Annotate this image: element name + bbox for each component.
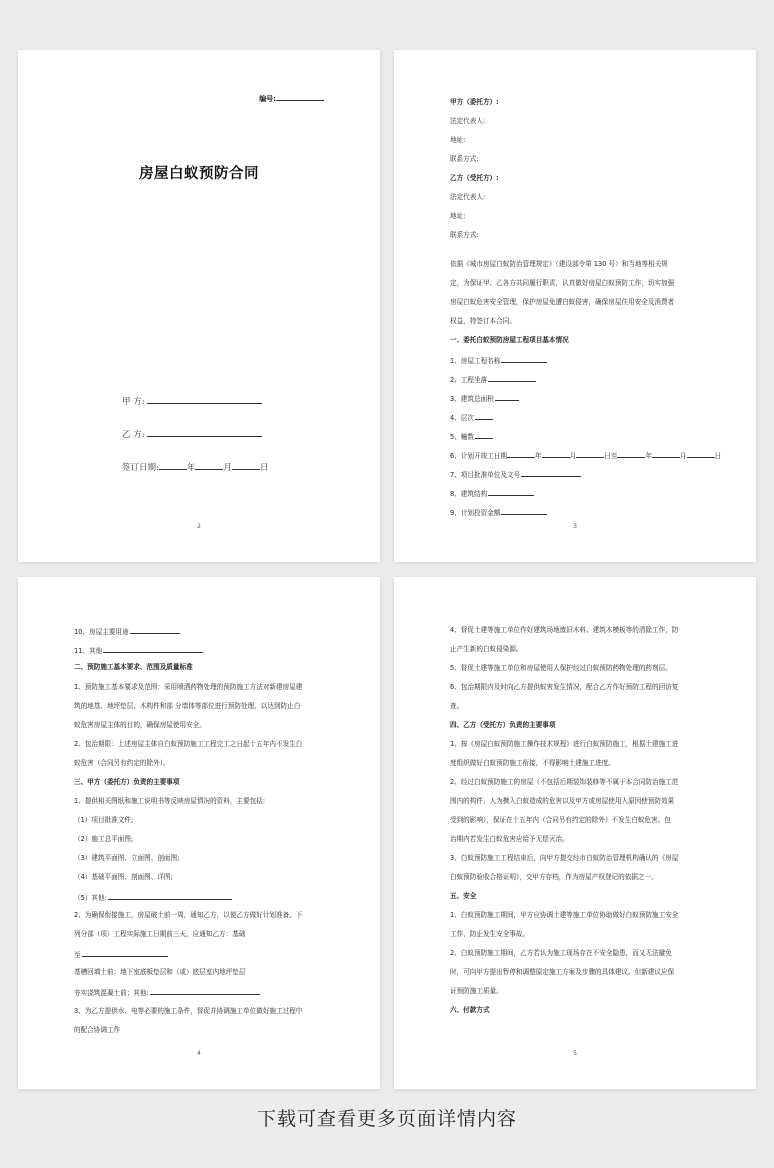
fill-blank [488,488,534,496]
year-blank [159,462,187,470]
text-line [74,835,340,844]
text-line [450,911,716,920]
text-line [74,911,340,920]
line-text: 治期内若发生白蚁危害应给予无偿灭治。 [450,835,569,843]
text-line [450,98,716,107]
text-line [450,683,716,692]
text-line [450,816,716,825]
text-line [450,412,716,423]
line-text: 4、督促土建等施工单位作好建筑场地废旧木料、建筑木模板等的清除工作，防 [450,626,679,634]
text-line [450,231,716,240]
line-text: 10、房屋主要用途 [74,628,129,636]
line-text: 9、计划投资金额 [450,509,501,517]
fill-blank [495,393,519,401]
line-text: 法定代表人: [450,117,486,125]
text-line [74,1007,340,1016]
text-line [450,892,716,901]
text-line [450,469,716,480]
line-text: 3、建筑总面积 [450,395,494,403]
line-text: 六、付款方式 [450,1006,490,1014]
line-text: （1）项目批准文件; [74,816,134,824]
line-text: 11、其他 [74,647,103,655]
contract-number-label: 编号: [259,95,276,103]
text-line [74,683,340,692]
line-text: 1、按《房屋白蚁预防施工操作技术规程》进行白蚁预防施工，根据土建施工进 [450,740,679,748]
fill-blank [150,987,260,995]
date-blank [617,450,645,458]
page-parties [394,50,756,562]
line-text: 三、甲方（委托方）负责的主要事项 [74,778,180,786]
text-line [450,930,716,939]
party-b-signature [122,428,262,440]
line-text: 蚁危害（合同另有约定的除外）。 [74,759,170,767]
party-a-label: 甲 方: [122,397,145,407]
date-unit: 日至 [604,452,618,460]
date-unit: 月 [569,452,577,460]
line-text: 6、包治期限内及时向乙方提供蚁害发生情况，配合乙方作好预防工程的回访复 [450,683,679,691]
date-blank [576,450,604,458]
line-text: 定，为保证甲、乙各方共同履行职责，认真做好房屋白蚁预防工作，切实加强 [450,279,675,287]
date-unit: 日 [714,452,722,460]
text-line [74,645,340,656]
text-line [450,740,716,749]
text-line [74,663,340,672]
document-title: 房屋白蚁预防合同 [139,165,259,182]
text-line [450,873,716,882]
line-text: 2、包治期限：上述房屋主体自白蚁预防施工工程完工之日起十五年内不发生白 [74,740,303,748]
party-a-signature [122,395,262,407]
line-text: 证预防施工质量。 [450,987,503,995]
line-text: 法定代表人: [450,193,486,201]
text-line [74,721,340,730]
line-text: 1、房屋工程名称 [450,357,501,365]
text-line [450,797,716,806]
text-line [450,949,716,958]
line-text: 4、层次 [450,414,474,422]
line-text: 白蚁预防验收合格证明》，交甲方存档，作为房屋产权登记的依据之一。 [450,873,658,881]
text-line [450,968,716,977]
line-text: 蚁危害房屋主体的目的，确保房屋使用安全。 [74,721,206,729]
text-line [74,892,340,903]
line-text: 查。 [450,702,464,710]
party-b-blank [147,429,262,437]
line-text: 五、安全 [450,892,477,900]
line-text: （2）施工总平面图; [74,835,134,843]
line-text: 依据《城市房屋白蚁防治管理规定》（建设部令第 130 号）和当地等相关规 [450,260,668,268]
text-line [450,645,716,654]
party-a-blank [147,396,262,404]
year-label: 年 [186,463,196,473]
line-text: 5、幢数 [450,433,474,441]
text-line [450,626,716,635]
text-line [450,336,716,345]
line-text: 二、预防施工基本要求、范围及质量标准 [74,663,193,671]
line-text: 的配合协调工作 [74,1026,121,1034]
line-text: 2、经过白蚁预防施工的房屋（不包括后期装饰装修等不属于本合同防治施工范 [450,778,679,786]
text-line [450,759,716,768]
line-text: 联系方式: [450,155,479,163]
line-text: 受到的影响），保证在十五年内（合同另有约定的除外）不发生白蚁危害。包 [450,816,671,824]
line-text: 联系方式: [450,231,479,239]
date-unit: 月 [679,452,687,460]
fill-blank [521,469,581,477]
text-line [74,740,340,749]
line-text: 列分部（项）工程实际施工日期前三天，应通知乙方：基础 [74,930,246,938]
text-line [450,507,716,518]
line-text: 四、乙方（受托方）负责的主要事项 [450,721,556,729]
sign-date [122,461,268,473]
text-line [74,702,340,711]
text-line [450,136,716,145]
text-line [450,450,722,461]
text-line [450,193,716,202]
line-text: 乙方（受托方）: [450,174,499,182]
day-label: 日 [259,463,269,473]
page-requirements [18,577,380,1089]
text-line [450,212,716,221]
date-blank [687,450,715,458]
line-text: 地址: [450,212,466,220]
text-line [74,949,340,960]
text-line [450,317,716,326]
line-text: 房屋白蚁危害安全管理，保护房屋免遭白蚁侵害，确保房屋住用安全及消费者 [450,298,675,306]
text-line [450,260,716,269]
line-text: 1、预防施工基本要求及范围：采用喷洒药物处理的预防施工方法对新建房屋建 [74,683,303,691]
sign-date-label: 签订日期: [122,463,159,473]
text-line [450,702,716,711]
page-number: 3 [573,523,577,530]
line-text: 地址: [450,136,466,144]
text-line [450,174,716,183]
line-text: 7、项目批准单位及文号 [450,471,521,479]
fill-blank [475,431,493,439]
text-line [74,930,340,939]
text-line [450,279,716,288]
date-unit: 年 [534,452,542,460]
text-line [450,987,716,996]
fill-blank [82,949,168,957]
page-number: 5 [573,1050,577,1057]
text-line [74,873,340,882]
text-line [450,721,716,730]
line-text: 6、计划开竣工日期 [450,452,507,460]
contract-number [259,93,324,104]
download-caption: 下载可查看更多页面详情内容 [256,1108,517,1130]
text-line [450,393,716,404]
line-text: 时，可向甲方提出暂停和调整原定施工方案及步骤的具体建议。但新建议应保 [450,968,675,976]
text-line [74,816,340,825]
date-blank [542,450,570,458]
text-line [450,298,716,307]
line-text: 止产生新的白蚁侵染源。 [450,645,523,653]
text-line [450,854,716,863]
month-blank [195,462,223,470]
text-line [74,797,340,806]
date-unit: 年 [645,452,652,460]
text-line [74,1026,340,1035]
text-line [450,355,716,366]
text-line [74,626,340,637]
line-text: （5）其他: [74,894,107,902]
line-text: 筑的地基、地坪垫层、木构件和部 分墙体等部位进行预防处理，以达到防止白 [74,702,301,710]
line-text: 1、白蚁预防施工期间，甲方应协调土建等施工单位协助做好白蚁预防施工安全 [450,911,679,919]
line-text: 2、工程坐落 [450,376,488,384]
line-text: （4）基础平面图、剖面图、详图; [74,873,173,881]
line-text: 2、白蚁预防施工期间，乙方若认为施工现场存在不安全隐患，而又无法避免 [450,949,672,957]
text-line [74,968,340,977]
party-b-label: 乙 方: [122,430,145,440]
line-text: 3、为乙方提供水、电等必要的施工条件，督促并协调施工单位做好施工过程中 [74,1007,303,1015]
text-line [450,835,716,844]
text-line [74,759,340,768]
line-text: 权益，特签订本合同。 [450,317,516,325]
line-text: 夯实浇筑混凝土前；其他: [74,989,149,997]
fill-blank [488,374,536,382]
line-text: 2、为确保衔接施工，房屋破土前一周，通知乙方，以便乙方做好计划准备。下 [74,911,303,919]
date-blank [507,450,535,458]
line-text: 5、督促土建等施工单位和房屋使用人保护经过白蚁预防药物处理的药剂层。 [450,664,672,672]
text-line [450,664,716,673]
fill-blank [108,892,232,900]
text-line [450,488,716,499]
text-line [450,1006,716,1015]
text-line [74,987,340,998]
text-line [450,431,716,442]
line-text: 度组织做好白蚁预防施工衔接，不得影响土建施工进度。 [450,759,615,767]
line-text: 一、委托白蚁预防房屋工程项目基本情况 [450,336,569,344]
day-blank [232,462,260,470]
fill-blank [501,507,547,515]
line-text: 基槽回填土前；地下室底板垫层和（或）底层室内地坪垫层 [74,968,246,976]
line-text: 3、白蚁预防施工工程结束后，向甲方提交经市白蚁防治管理机构确认的《房屋 [450,854,679,862]
fill-blank [475,412,493,420]
text-line [74,854,340,863]
line-text: 围内的构件、人为携入白蚁造成的危害以及甲方或房屋使用人原因使预防效果 [450,797,675,805]
date-blank [652,450,680,458]
line-text: 8、建筑结构 [450,490,488,498]
text-line [450,117,716,126]
text-line [74,778,340,787]
month-label: 月 [223,463,232,473]
line-text: 至 [74,951,81,959]
fill-blank [103,645,203,653]
fill-blank [130,626,180,634]
line-text: 工作，防止发生安全事故。 [450,930,530,938]
line-text: （3）建筑平面图、立面图、剖面图; [74,854,180,862]
line-text: 甲方（委托方）: [450,98,499,106]
line-text: 1、提供相关图纸和施工说明书等反映房屋情况的资料，主要包括: [74,797,266,805]
page-responsibilities [394,577,756,1089]
text-line [450,374,716,385]
contract-number-blank [276,93,324,101]
page-cover [18,50,380,562]
text-line [450,155,716,164]
text-line [450,778,716,787]
fill-blank [501,355,547,363]
page-number: 2 [197,523,201,530]
page-number: 4 [197,1050,201,1057]
